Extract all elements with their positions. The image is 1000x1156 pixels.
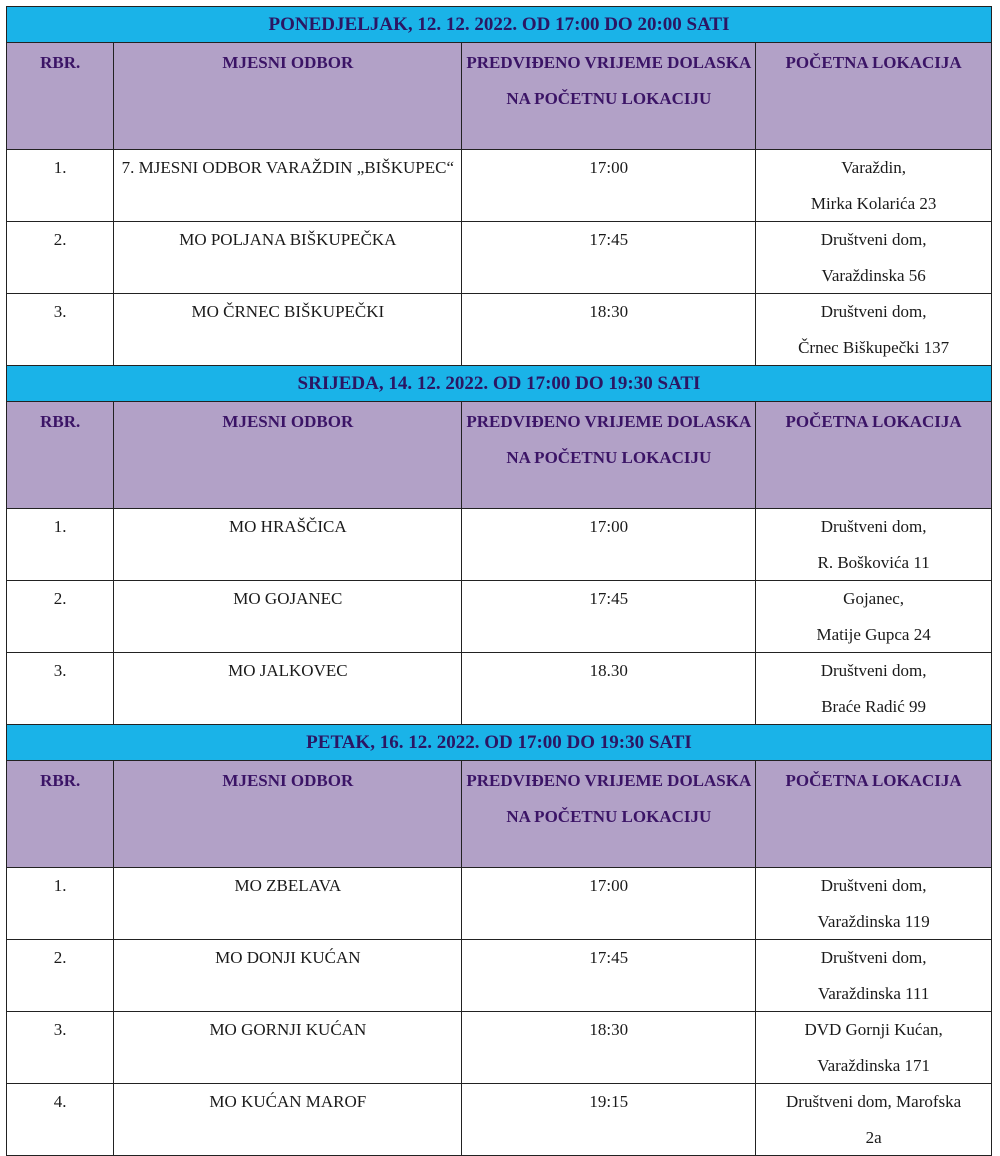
- col-header-lokacija: POČETNA LOKACIJA: [756, 43, 992, 150]
- cell-odbor: MO HRAŠČICA: [114, 509, 462, 581]
- cell-vrijeme: 18:30: [462, 1012, 756, 1084]
- day-title: PETAK, 16. 12. 2022. OD 17:00 DO 19:30 SATI: [7, 725, 992, 761]
- cell-lokacija: [756, 581, 992, 653]
- cell-lokacija: [756, 1084, 992, 1156]
- cell-rbr: 2.: [7, 581, 114, 653]
- cell-vrijeme: 18:30: [462, 294, 756, 366]
- cell-odbor: MO ZBELAVA: [114, 868, 462, 940]
- cell-rbr: 3.: [7, 1012, 114, 1084]
- col-header-vrijeme: PREDVIĐENO VRIJEME DOLASKA NA POČETNU LOKACIJU: [462, 402, 756, 509]
- lokacija-line2: Matije Gupca 24: [816, 624, 931, 644]
- lokacija-line1: Društveni dom,: [820, 302, 927, 321]
- lokacija-line1: Društveni dom,: [820, 661, 927, 680]
- lokacija-line2: Varaždinska 171: [817, 1055, 931, 1075]
- col-header-rbr: RBR.: [7, 402, 114, 509]
- table-row: [7, 222, 992, 294]
- table-row: [7, 581, 992, 653]
- lokacija-line2: R. Boškovića 11: [817, 552, 930, 572]
- day-header-row: [7, 725, 992, 761]
- col-header-odbor: MJESNI ODBOR: [114, 43, 462, 150]
- col-header-vrijeme: PREDVIĐENO VRIJEME DOLASKA NA POČETNU LOKACIJU: [462, 43, 756, 150]
- table-row: [7, 150, 992, 222]
- cell-rbr: 4.: [7, 1084, 114, 1156]
- table-row: [7, 1084, 992, 1156]
- lokacija-line1: Društveni dom,: [820, 230, 927, 249]
- cell-rbr: 3.: [7, 653, 114, 725]
- cell-rbr: 3.: [7, 294, 114, 366]
- lokacija-line2: Varaždinska 111: [817, 983, 930, 1003]
- col-header-lokacija: POČETNA LOKACIJA: [756, 761, 992, 868]
- cell-vrijeme: 17:00: [462, 868, 756, 940]
- cell-lokacija: [756, 222, 992, 294]
- cell-rbr: 2.: [7, 940, 114, 1012]
- cell-odbor: MO POLJANA BIŠKUPEČKA: [114, 222, 462, 294]
- cell-vrijeme: 18.30: [462, 653, 756, 725]
- day-header-row: [7, 366, 992, 402]
- lokacija-line1: Društveni dom,: [820, 876, 927, 895]
- col-header-odbor: MJESNI ODBOR: [114, 761, 462, 868]
- cell-odbor: 7. MJESNI ODBOR VARAŽDIN „BIŠKUPEC“: [114, 150, 462, 222]
- lokacija-line1: DVD Gornji Kućan,: [804, 1020, 943, 1039]
- lokacija-line2: Braće Radić 99: [821, 696, 927, 716]
- col-header-lokacija: POČETNA LOKACIJA: [756, 402, 992, 509]
- cell-lokacija: [756, 653, 992, 725]
- schedule-table-wrapper: [6, 6, 992, 1156]
- lokacija-line2: Črnec Biškupečki 137: [798, 337, 950, 357]
- table-row: [7, 653, 992, 725]
- schedule-table: [6, 6, 992, 1156]
- cell-lokacija: [756, 294, 992, 366]
- cell-rbr: 1.: [7, 509, 114, 581]
- day-title: SRIJEDA, 14. 12. 2022. OD 17:00 DO 19:30 SATI: [7, 366, 992, 402]
- cell-lokacija: [756, 509, 992, 581]
- cell-vrijeme: 17:00: [462, 509, 756, 581]
- cell-vrijeme: 19:15: [462, 1084, 756, 1156]
- lokacija-line2: 2a: [865, 1127, 882, 1147]
- lokacija-line1: Varaždin,: [841, 158, 906, 177]
- cell-rbr: 2.: [7, 222, 114, 294]
- col-header-odbor: MJESNI ODBOR: [114, 402, 462, 509]
- cell-odbor: MO GOJANEC: [114, 581, 462, 653]
- cell-lokacija: [756, 1012, 992, 1084]
- column-header-row: [7, 43, 992, 150]
- cell-vrijeme: 17:45: [462, 940, 756, 1012]
- cell-odbor: MO JALKOVEC: [114, 653, 462, 725]
- column-header-row: [7, 761, 992, 868]
- cell-odbor: MO ČRNEC BIŠKUPEČKI: [114, 294, 462, 366]
- cell-odbor: MO GORNJI KUĆAN: [114, 1012, 462, 1084]
- lokacija-line1: Društveni dom,: [820, 517, 927, 536]
- col-header-vrijeme: PREDVIĐENO VRIJEME DOLASKA NA POČETNU LOKACIJU: [462, 761, 756, 868]
- cell-rbr: 1.: [7, 150, 114, 222]
- lokacija-line1: Društveni dom, Marofska: [786, 1092, 962, 1111]
- cell-lokacija: [756, 940, 992, 1012]
- col-header-rbr: RBR.: [7, 761, 114, 868]
- lokacija-line2: Mirka Kolarića 23: [810, 193, 937, 213]
- cell-vrijeme: 17:45: [462, 581, 756, 653]
- lokacija-line2: Varaždinska 56: [821, 265, 926, 285]
- table-row: [7, 509, 992, 581]
- cell-rbr: 1.: [7, 868, 114, 940]
- column-header-row: [7, 402, 992, 509]
- cell-odbor: MO DONJI KUĆAN: [114, 940, 462, 1012]
- table-row: [7, 294, 992, 366]
- lokacija-line1: Gojanec,: [843, 589, 905, 608]
- lokacija-line2: Varaždinska 119: [817, 911, 930, 931]
- table-row: [7, 868, 992, 940]
- lokacija-line1: Društveni dom,: [820, 948, 927, 967]
- cell-odbor: MO KUĆAN MAROF: [114, 1084, 462, 1156]
- cell-vrijeme: 17:45: [462, 222, 756, 294]
- cell-lokacija: [756, 150, 992, 222]
- cell-lokacija: [756, 868, 992, 940]
- day-title: PONEDJELJAK, 12. 12. 2022. OD 17:00 DO 20:00 SATI: [7, 7, 992, 43]
- col-header-rbr: RBR.: [7, 43, 114, 150]
- table-row: [7, 940, 992, 1012]
- cell-vrijeme: 17:00: [462, 150, 756, 222]
- day-header-row: [7, 7, 992, 43]
- table-row: [7, 1012, 992, 1084]
